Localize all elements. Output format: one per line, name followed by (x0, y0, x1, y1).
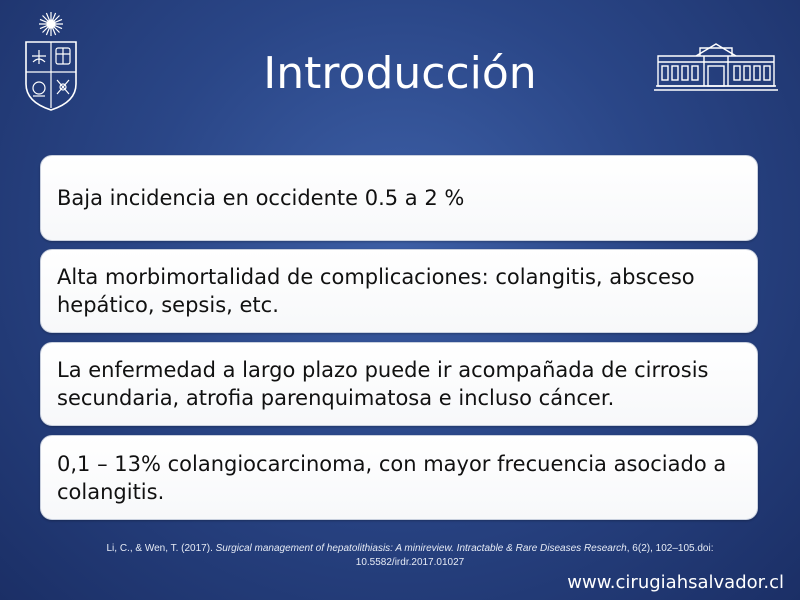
website-url: www.cirugiahsalvador.cl (567, 572, 784, 593)
reference-doi: 10.5582/irdr.2017.01027 (355, 557, 465, 568)
bullet-text: Baja incidencia en occidente 0.5 a 2 % (57, 186, 465, 210)
reference-article-title: Surgical management of hepatolithiasis: A minireview. Intractable & Rare Diseases Research (215, 543, 627, 554)
reference-citation (60, 542, 760, 570)
bullet-box-cholangiocarcinoma (40, 435, 758, 520)
reference-authors: Li, C., & Wen, T. (2017). (106, 543, 216, 554)
bullet-text: 0,1 – 13% colangiocarcinoma, con mayor frecuencia asociado a colangitis. (57, 451, 727, 504)
reference-volume: , 6(2), 102–105.doi: (626, 543, 714, 554)
bullet-box-morbimortality (40, 249, 758, 333)
bullet-box-incidence (40, 155, 758, 241)
slide-title: Introducción (263, 48, 537, 99)
bullet-text: La enfermedad a largo plazo puede ir acompañada de cirrosis secundaria, atrofia parenquimatosa e incluso cáncer. (57, 358, 709, 410)
bullet-text: Alta morbimortalidad de complicaciones: colangitis, absceso hepático, sepsis, etc. (57, 265, 695, 317)
bullet-box-long-term (40, 342, 758, 426)
